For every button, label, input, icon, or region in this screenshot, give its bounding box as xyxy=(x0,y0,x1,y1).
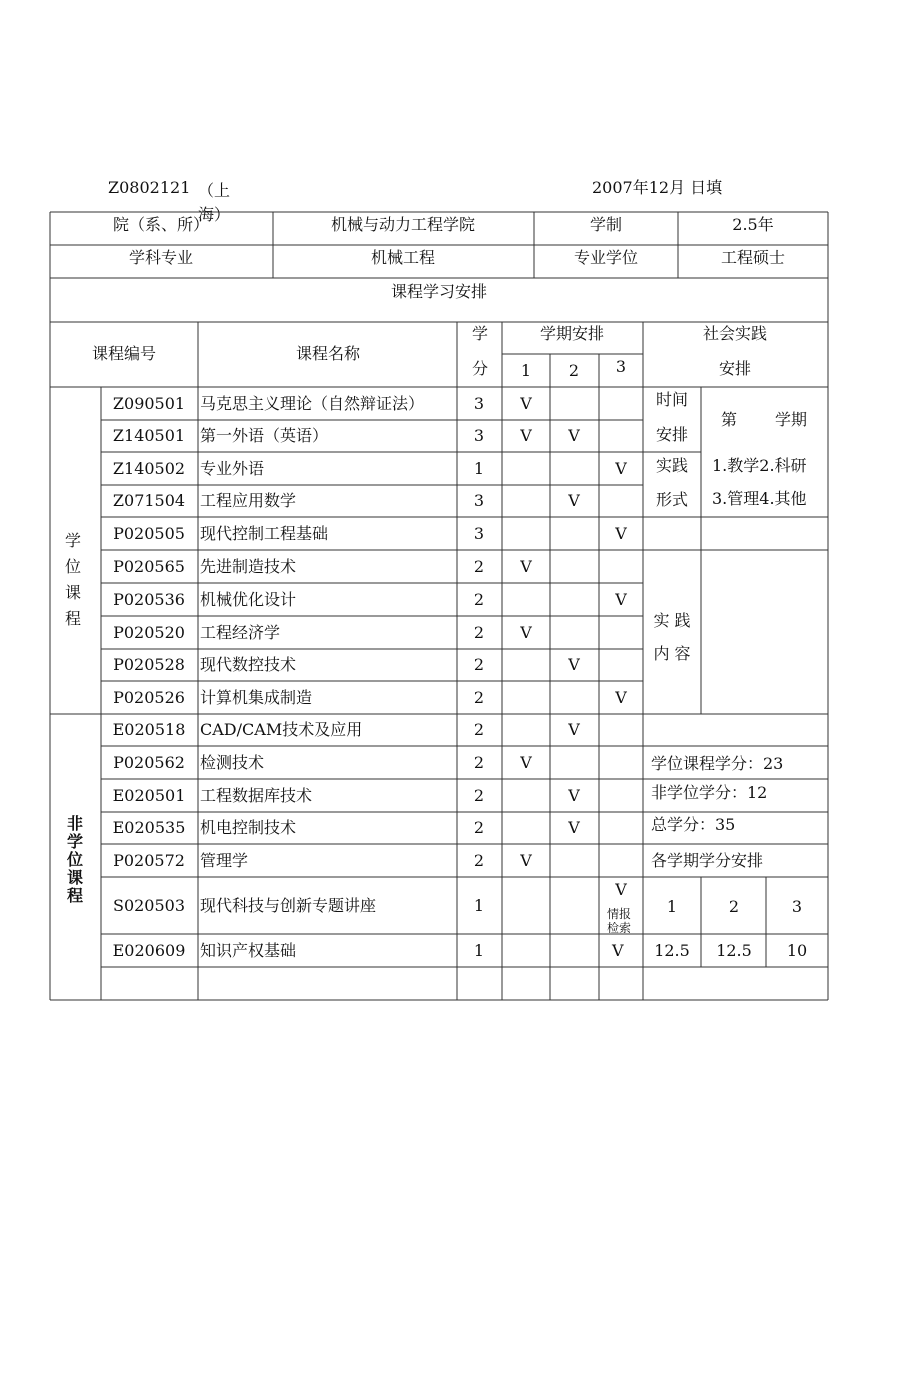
course-term-3-mark: V xyxy=(615,880,627,899)
duration-value: 2.5年 xyxy=(732,215,774,234)
per-term-label-3: 3 xyxy=(791,897,803,916)
course-name: 管理学 xyxy=(200,850,249,870)
course-code: P020520 xyxy=(113,622,185,642)
course-term-1-mark: V xyxy=(520,426,532,445)
course-term-3-mark: V xyxy=(615,687,627,707)
total-credits: 总学分：35 xyxy=(651,815,736,834)
course-term-1-mark: V xyxy=(520,850,532,870)
course-name: 机械优化设计 xyxy=(200,589,297,609)
course-code: S020503 xyxy=(112,895,186,915)
col-name-header: 课程名称 xyxy=(295,344,361,363)
course-credit: 2 xyxy=(473,785,485,805)
practice-content-label-2: 内 容 xyxy=(653,644,691,663)
col-credit-header-2: 分 xyxy=(471,359,489,378)
course-term-2-mark: V xyxy=(568,426,580,445)
course-code: Z090501 xyxy=(112,393,186,413)
course-code: P020536 xyxy=(113,589,185,609)
practice-term-1: 第 xyxy=(721,410,738,429)
per-term-label-2: 2 xyxy=(728,897,740,916)
per-term-credits-title: 各学期学分安排 xyxy=(651,851,764,870)
course-credit: 2 xyxy=(473,720,485,739)
course-credit: 2 xyxy=(473,687,485,707)
practice-form-label-2: 形式 xyxy=(655,490,689,509)
course-code: Z140501 xyxy=(112,426,186,445)
course-credit: 2 xyxy=(473,752,485,772)
course-term-1-mark: V xyxy=(520,556,532,576)
course-term-2-mark: V xyxy=(568,491,580,510)
course-credit: 2 xyxy=(473,556,485,576)
col-term-3-header: 3 xyxy=(615,357,627,376)
course-term-3-note: 情报检索 xyxy=(607,907,632,933)
course-credit: 3 xyxy=(473,393,485,413)
nondegree-credits-total: 非学位学分：12 xyxy=(651,783,768,802)
course-code: E020518 xyxy=(112,720,186,739)
course-code: P020528 xyxy=(113,655,185,674)
course-credit: 2 xyxy=(473,818,485,837)
practice-time-label-1: 时间 xyxy=(655,390,689,409)
course-credit: 3 xyxy=(473,523,485,543)
practice-form-options-2: 3.管理4.其他 xyxy=(712,489,807,508)
course-credit: 3 xyxy=(473,426,485,445)
course-code: P020565 xyxy=(113,556,185,576)
col-term-2-header: 2 xyxy=(568,361,580,380)
course-term-1-mark: V xyxy=(520,393,532,413)
course-term-2-mark: V xyxy=(568,655,580,674)
group-degree-label xyxy=(55,528,97,632)
per-term-value-2: 12.5 xyxy=(716,941,752,960)
program-location-text: （上海） xyxy=(198,181,231,224)
practice-term-2: 学期 xyxy=(775,410,808,429)
course-name: 第一外语（英语） xyxy=(200,426,329,445)
course-term-1-mark: V xyxy=(520,752,532,772)
course-code: E020535 xyxy=(112,818,186,837)
per-term-label-1: 1 xyxy=(666,897,678,916)
course-name: 专业外语 xyxy=(200,458,265,478)
group-nondegree-label: 非学位课程 xyxy=(66,814,83,905)
course-code: E020609 xyxy=(112,940,186,960)
course-name: 工程经济学 xyxy=(200,622,281,642)
duration-label: 学制 xyxy=(589,215,623,234)
course-name: 现代科技与创新专题讲座 xyxy=(200,895,377,915)
course-credit: 2 xyxy=(473,655,485,674)
course-credit: 1 xyxy=(473,940,485,960)
course-credit: 1 xyxy=(473,458,485,478)
col-term-1-header: 1 xyxy=(520,361,532,380)
practice-form-options-1: 1.教学2.科研 xyxy=(712,456,807,475)
course-term-3-mark: V xyxy=(615,589,627,609)
course-term-2-mark: V xyxy=(568,785,580,805)
course-term-1-mark: V xyxy=(520,622,532,642)
course-name: CAD/CAM技术及应用 xyxy=(200,720,363,739)
col-credit-header-1: 学 xyxy=(471,324,489,343)
course-name: 工程数据库技术 xyxy=(200,785,313,805)
course-credit: 2 xyxy=(473,850,485,870)
course-code: Z140502 xyxy=(112,458,186,478)
col-code-header: 课程编号 xyxy=(91,344,157,363)
dept-value: 机械与动力工程学院 xyxy=(330,215,476,234)
course-code: Z071504 xyxy=(112,491,186,510)
course-name: 知识产权基础 xyxy=(200,940,297,960)
major-label: 学科专业 xyxy=(128,248,194,267)
course-name: 计算机集成制造 xyxy=(200,687,313,707)
degree-credits-total: 学位课程学分：23 xyxy=(651,754,784,773)
course-name: 先进制造技术 xyxy=(200,556,297,576)
major-value: 机械工程 xyxy=(370,248,436,267)
practice-form-label-1: 实践 xyxy=(655,456,689,475)
course-code: P020526 xyxy=(113,687,185,707)
course-term-3-mark: V xyxy=(612,940,624,960)
course-code: P020505 xyxy=(113,523,185,543)
course-name: 现代数控技术 xyxy=(200,655,297,674)
course-name: 检测技术 xyxy=(200,752,265,772)
degree-value: 工程硕士 xyxy=(720,248,786,267)
practice-content-label-1: 实 践 xyxy=(653,611,691,630)
per-term-value-3: 10 xyxy=(786,941,808,960)
dept-label: 院（系、所） xyxy=(112,215,210,234)
section-title: 课程学习安排 xyxy=(390,282,488,301)
course-term-3-mark: V xyxy=(615,523,627,543)
course-name: 现代控制工程基础 xyxy=(200,523,329,543)
course-code: E020501 xyxy=(112,785,186,805)
course-name: 工程应用数学 xyxy=(200,491,297,510)
course-credit: 1 xyxy=(473,895,485,915)
per-term-value-1: 12.5 xyxy=(654,941,690,960)
col-term-header: 学期安排 xyxy=(539,324,605,343)
group-degree-text: 学 位 课 程 xyxy=(64,531,87,628)
course-term-2-mark: V xyxy=(568,818,580,837)
course-name: 机电控制技术 xyxy=(200,818,297,837)
program-code: Z0802121 xyxy=(108,178,191,197)
course-credit: 2 xyxy=(473,589,485,609)
course-term-2-mark: V xyxy=(568,720,580,739)
course-name: 马克思主义理论（自然辩证法） xyxy=(200,393,425,413)
practice-time-label-2: 安排 xyxy=(655,425,689,444)
course-credit: 2 xyxy=(473,622,485,642)
col-practice-header-2: 安排 xyxy=(718,359,752,378)
fill-date: 2007年12月 日填 xyxy=(592,178,723,197)
course-term-3-mark: V xyxy=(615,458,627,478)
course-code: P020572 xyxy=(113,850,185,870)
course-code: P020562 xyxy=(113,752,185,772)
degree-label: 专业学位 xyxy=(573,248,639,267)
col-practice-header-1: 社会实践 xyxy=(702,324,768,343)
course-credit: 3 xyxy=(473,491,485,510)
